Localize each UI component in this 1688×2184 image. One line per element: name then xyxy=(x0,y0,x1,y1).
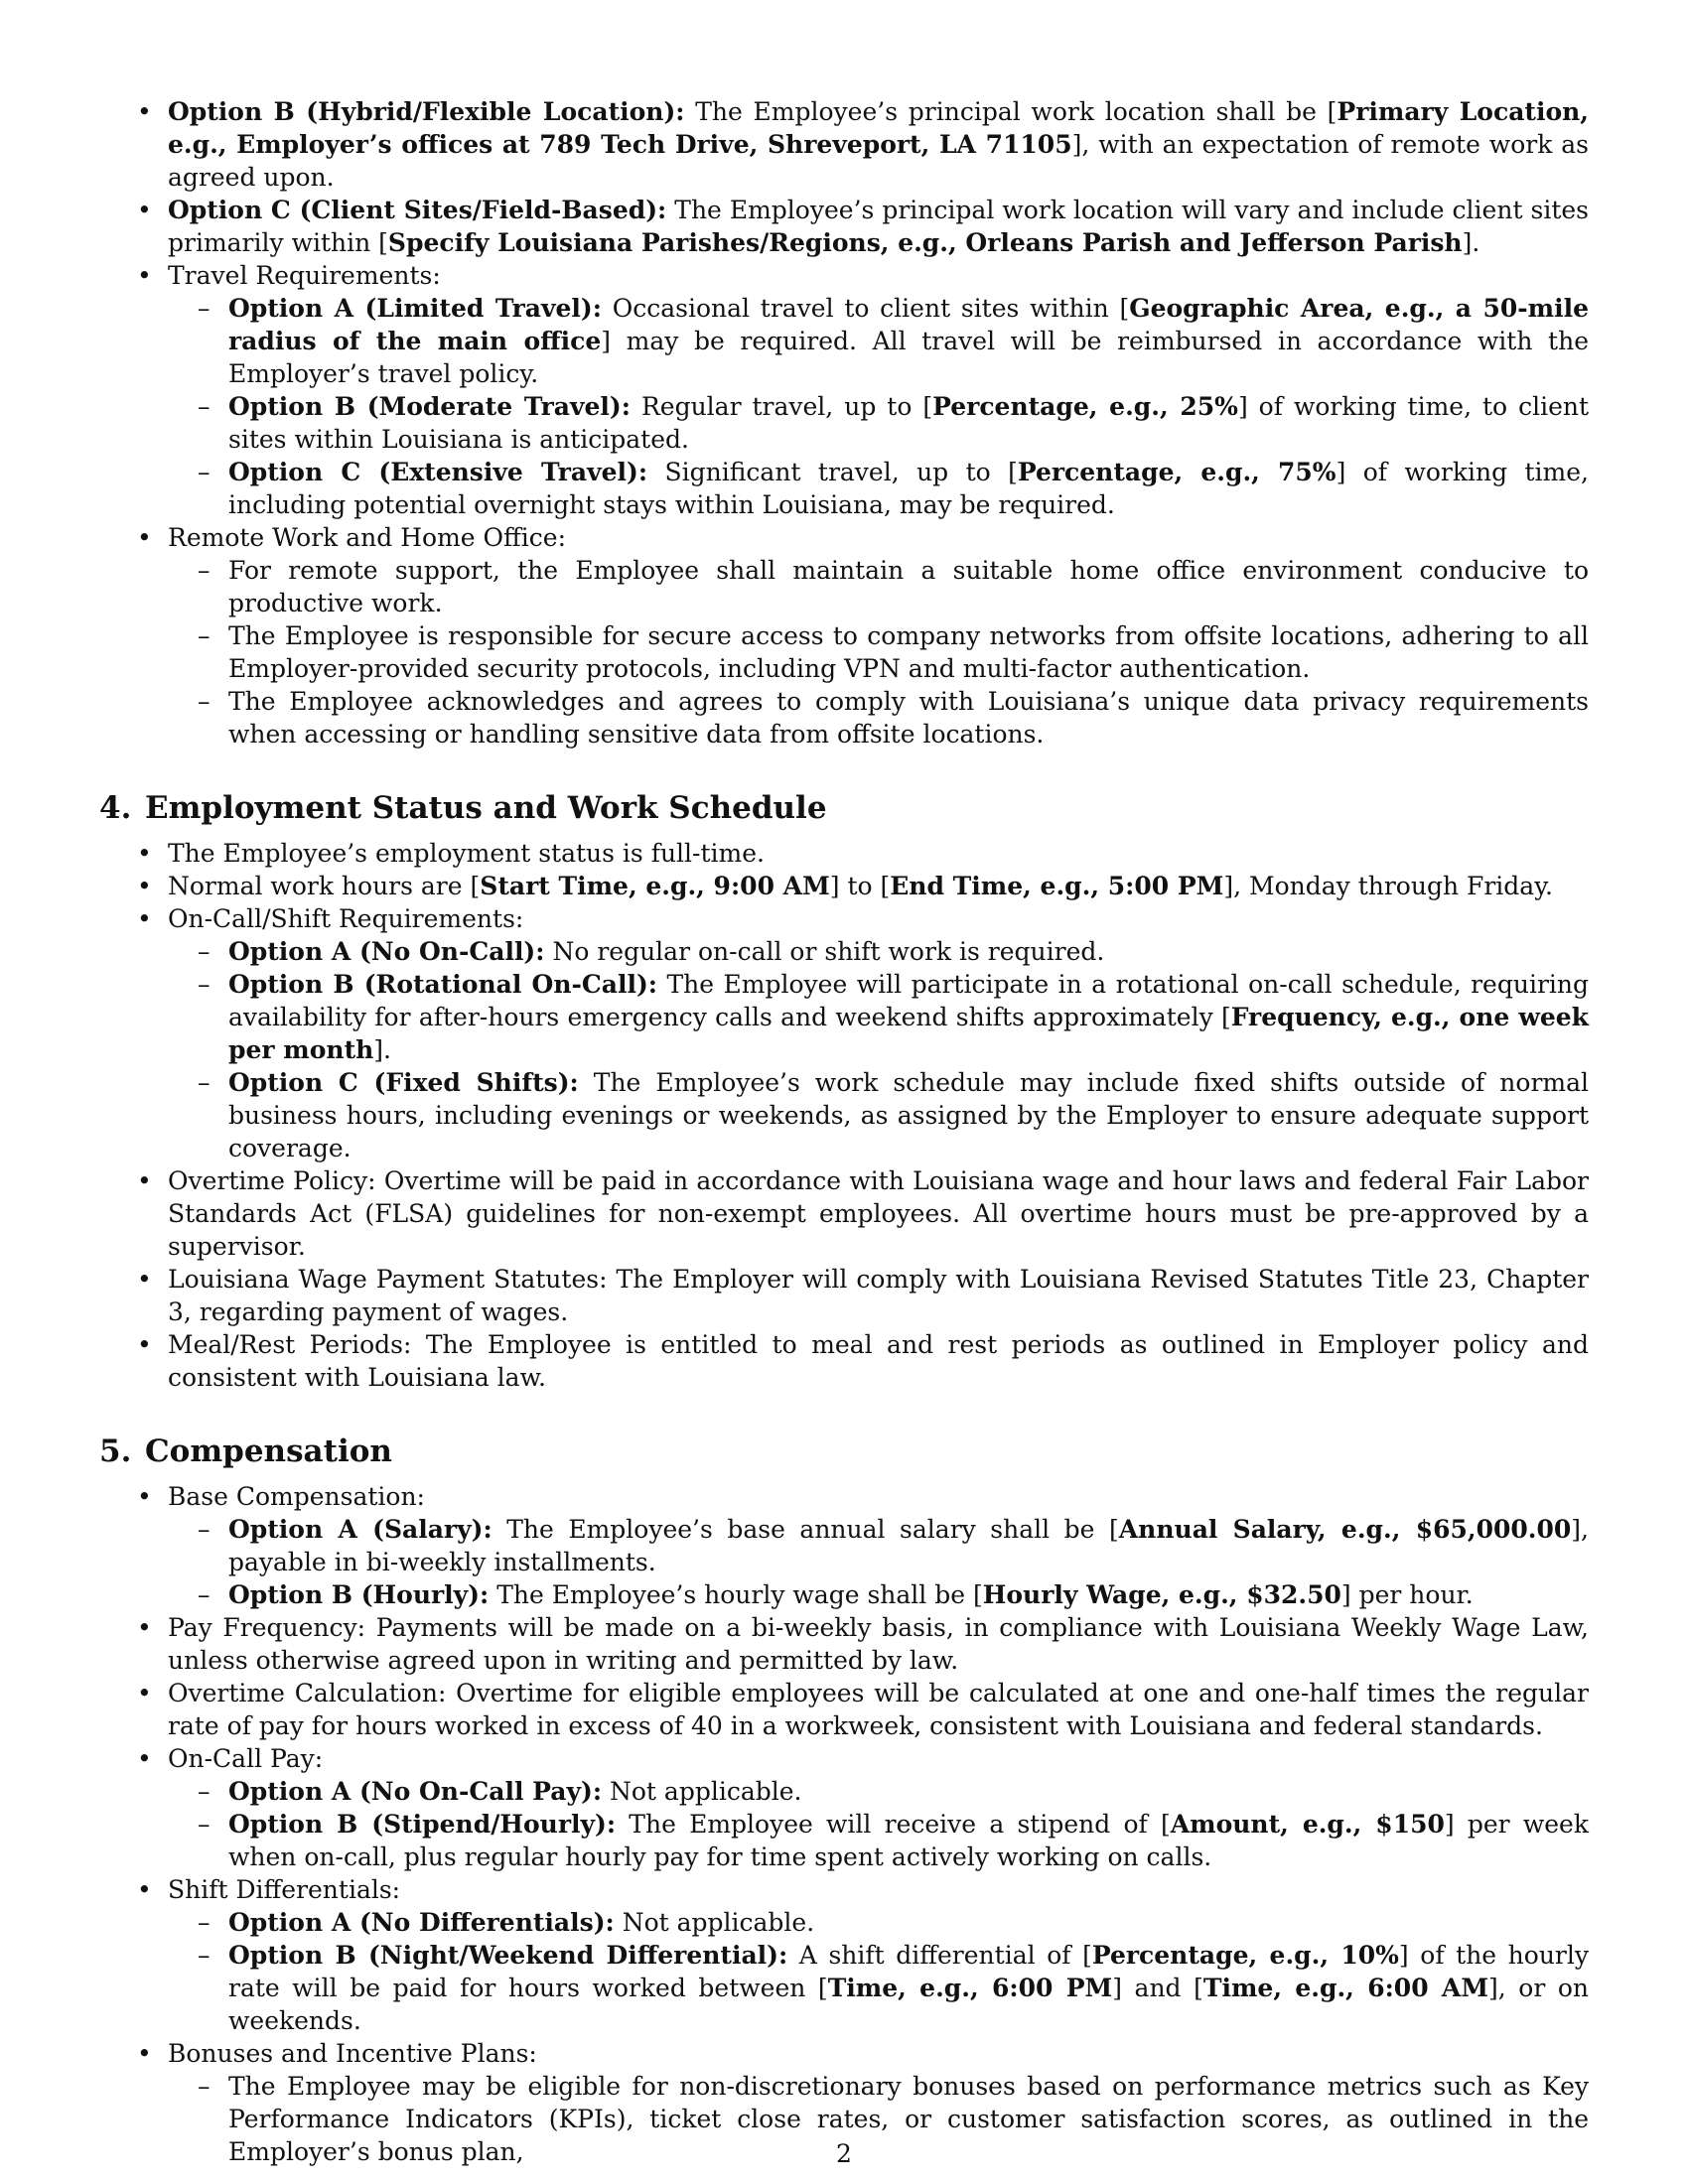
placeholder-field: Geographic Area, e.g., a 50-mile radius of the main office xyxy=(228,294,1590,355)
list-item: • Louisiana Wage Payment Statutes: The Employer will comply with Louisiana Revised Statutes Title 23, Chapter 3, regarding payment of wages. xyxy=(99,1263,1589,1328)
section-title: Compensation xyxy=(145,1433,392,1469)
list-item: – Option B (Hourly): The Employee’s hourly wage shall be [Hourly Wage, e.g., $32.50] per hour. xyxy=(168,1578,1589,1611)
option-label: Option A (Limited Travel): xyxy=(228,294,602,323)
list-item: – The Employee may be eligible for non-discretionary bonuses based on performance metrics such as Key Performance Indicators (KPIs), ticket close rates, or customer satisfaction scores, as outlined in the Employer’s bonus plan, xyxy=(168,2070,1589,2168)
shift-differentials-list xyxy=(168,1906,1589,2037)
shift-differentials-label: Shift Differentials: xyxy=(168,1875,401,1904)
placeholder-field: Time, e.g., 6:00 AM xyxy=(1202,1974,1488,2002)
list-item: – Option A (Salary): The Employee’s base annual salary shall be [Annual Salary, e.g., $65,000.00], payable in bi-weekly installments. xyxy=(168,1513,1589,1578)
oncall-pay-item xyxy=(99,1742,1589,1873)
section-number: 4. xyxy=(99,790,132,826)
document-body xyxy=(99,95,1589,2168)
placeholder-field: Percentage, e.g., 25% xyxy=(932,392,1238,421)
list-item: • Overtime Calculation: Overtime for eligible employees will be calculated at one and one-half times the regular rate of pay for hours worked in excess of 40 in a workweek, consistent with Louisiana and federal standards. xyxy=(99,1677,1589,1742)
base-compensation-item xyxy=(99,1480,1589,1611)
option-label: Option A (No On-Call Pay): xyxy=(228,1777,603,1806)
remote-work-label: Remote Work and Home Office: xyxy=(168,523,566,552)
placeholder-field: Time, e.g., 6:00 PM xyxy=(827,1974,1113,2002)
section-heading xyxy=(99,1432,1589,1471)
list-item: – Option B (Stipend/Hourly): The Employee will receive a stipend of [Amount, e.g., $150] per week when on-call, plus regular hourly pay for time spent actively working on calls. xyxy=(168,1808,1589,1873)
list-item: • Normal work hours are [Start Time, e.g., 9:00 AM] to [End Time, e.g., 5:00 PM], Monday through Friday. xyxy=(99,870,1589,902)
list-item: • Option B (Hybrid/Flexible Location): The Employee’s principal work location shall be [Primary Location, e.g., Employer’s offices at 789 Tech Drive, Shreveport, LA 71105], with an expectation of remote work as agreed upon. xyxy=(99,95,1589,194)
option-label: Option C (Extensive Travel): xyxy=(228,458,648,486)
oncall-requirements-label: On-Call/Shift Requirements: xyxy=(168,904,524,933)
travel-options-list xyxy=(168,292,1589,521)
remote-work-list xyxy=(168,554,1589,751)
oncall-requirements-item xyxy=(99,902,1589,1164)
list-item: – For remote support, the Employee shall maintain a suitable home office environment conducive to productive work. xyxy=(168,554,1589,619)
shift-differentials-item xyxy=(99,1873,1589,2037)
list-item: – Option A (No On-Call): No regular on-call or shift work is required. xyxy=(168,935,1589,968)
bonuses-label: Bonuses and Incentive Plans: xyxy=(168,2039,537,2068)
placeholder-field: Amount, e.g., $150 xyxy=(1170,1810,1445,1839)
placeholder-field: Specify Louisiana Parishes/Regions, e.g., Orleans Parish and Jefferson Parish xyxy=(387,228,1463,257)
option-label: Option C (Fixed Shifts): xyxy=(228,1068,579,1097)
option-label: Option A (No On-Call): xyxy=(228,937,545,966)
placeholder-field: Frequency, e.g., one week per month xyxy=(228,1003,1589,1064)
list-item: – The Employee is responsible for secure access to company networks from offsite locations, adhering to all Employer-provided security protocols, including VPN and multi-factor authentication. xyxy=(168,619,1589,685)
list-item: – Option A (Limited Travel): Occasional travel to client sites within [Geographic Area, e.g., a 50-mile radius of the main office] may be required. All travel will be reimbursed in accordance with the Employer’s travel policy. xyxy=(168,292,1589,390)
list-item: – Option A (No Differentials): Not applicable. xyxy=(168,1906,1589,1939)
section-5-list xyxy=(99,1480,1589,2168)
list-item: – Option C (Extensive Travel): Significant travel, up to [Percentage, e.g., 75%] of working time, including potential overnight stays within Louisiana, may be required. xyxy=(168,456,1589,521)
list-item: – The Employee acknowledges and agrees to comply with Louisiana’s unique data privacy requirements when accessing or handling sensitive data from offsite locations. xyxy=(168,685,1589,751)
placeholder-field: Annual Salary, e.g., $65,000.00 xyxy=(1118,1515,1572,1544)
placeholder-field: End Time, e.g., 5:00 PM xyxy=(890,872,1224,900)
option-label: Option A (Salary): xyxy=(228,1515,492,1544)
remote-work-item xyxy=(99,521,1589,751)
list-item: – Option B (Moderate Travel): Regular travel, up to [Percentage, e.g., 25%] of working time, to client sites within Louisiana is anticipated. xyxy=(168,390,1589,456)
list-item: • Overtime Policy: Overtime will be paid in accordance with Louisiana wage and hour laws and federal Fair Labor Standards Act (FLSA) guidelines for non-exempt employees. All overtime hours must be pre-approved by a supervisor. xyxy=(99,1164,1589,1263)
option-label: Option B (Stipend/Hourly): xyxy=(228,1810,617,1839)
option-label: Option A (No Differentials): xyxy=(228,1908,615,1937)
option-label: Option B (Night/Weekend Differential): xyxy=(228,1941,788,1970)
section-number: 5. xyxy=(99,1433,132,1469)
option-label: Option B (Hybrid/Flexible Location): xyxy=(168,97,685,126)
option-label: Option B (Rotational On-Call): xyxy=(228,970,658,999)
list-item: • The Employee’s employment status is full-time. xyxy=(99,837,1589,870)
base-compensation-list xyxy=(168,1513,1589,1611)
page-number: 2 xyxy=(836,2139,852,2168)
travel-requirements-item xyxy=(99,259,1589,521)
section-heading xyxy=(99,788,1589,828)
base-compensation-label: Base Compensation: xyxy=(168,1482,425,1511)
list-item: • Pay Frequency: Payments will be made on a bi-weekly basis, in compliance with Louisiana Weekly Wage Law, unless otherwise agreed upon in writing and permitted by law. xyxy=(99,1611,1589,1677)
list-item: • Option C (Client Sites/Field-Based): The Employee’s principal work location will vary and include client sites primarily within [Specify Louisiana Parishes/Regions, e.g., Orleans Parish and Jefferson Parish]. xyxy=(99,194,1589,259)
work-location-list xyxy=(99,95,1589,751)
list-item: – Option B (Rotational On-Call): The Employee will participate in a rotational on-call schedule, requiring availability for after-hours emergency calls and weekend shifts approximately [Frequency, e.g., one week per month]. xyxy=(168,968,1589,1066)
placeholder-field: Primary Location, e.g., Employer’s offices at 789 Tech Drive, Shreveport, LA 71105 xyxy=(168,97,1589,159)
placeholder-field: Percentage, e.g., 10% xyxy=(1091,1941,1399,1970)
option-label: Option B (Hourly): xyxy=(228,1580,490,1609)
option-label: Option C (Client Sites/Field-Based): xyxy=(168,196,667,224)
option-label: Option B (Moderate Travel): xyxy=(228,392,631,421)
list-item: – Option B (Night/Weekend Differential): A shift differential of [Percentage, e.g., 10%] of the hourly rate will be paid for hours worked between [Time, e.g., 6:00 PM] and [Time, e.g., 6:00 AM], or on weekends. xyxy=(168,1939,1589,2037)
placeholder-field: Percentage, e.g., 75% xyxy=(1017,458,1336,486)
oncall-options-list xyxy=(168,935,1589,1164)
placeholder-field: Start Time, e.g., 9:00 AM xyxy=(480,872,830,900)
travel-requirements-label: Travel Requirements: xyxy=(168,261,441,290)
section-title: Employment Status and Work Schedule xyxy=(145,790,827,826)
section-4-list xyxy=(99,837,1589,1394)
placeholder-field: Hourly Wage, e.g., $32.50 xyxy=(982,1580,1341,1609)
list-item: – Option A (No On-Call Pay): Not applicable. xyxy=(168,1775,1589,1808)
list-item: – Option C (Fixed Shifts): The Employee’s work schedule may include fixed shifts outside of normal business hours, including evenings or weekends, as assigned by the Employer to ensure adequate support coverage. xyxy=(168,1066,1589,1164)
oncall-pay-list xyxy=(168,1775,1589,1873)
list-item: • Meal/Rest Periods: The Employee is entitled to meal and rest periods as outlined in Employer policy and consistent with Louisiana law. xyxy=(99,1328,1589,1394)
oncall-pay-label: On-Call Pay: xyxy=(168,1744,324,1773)
